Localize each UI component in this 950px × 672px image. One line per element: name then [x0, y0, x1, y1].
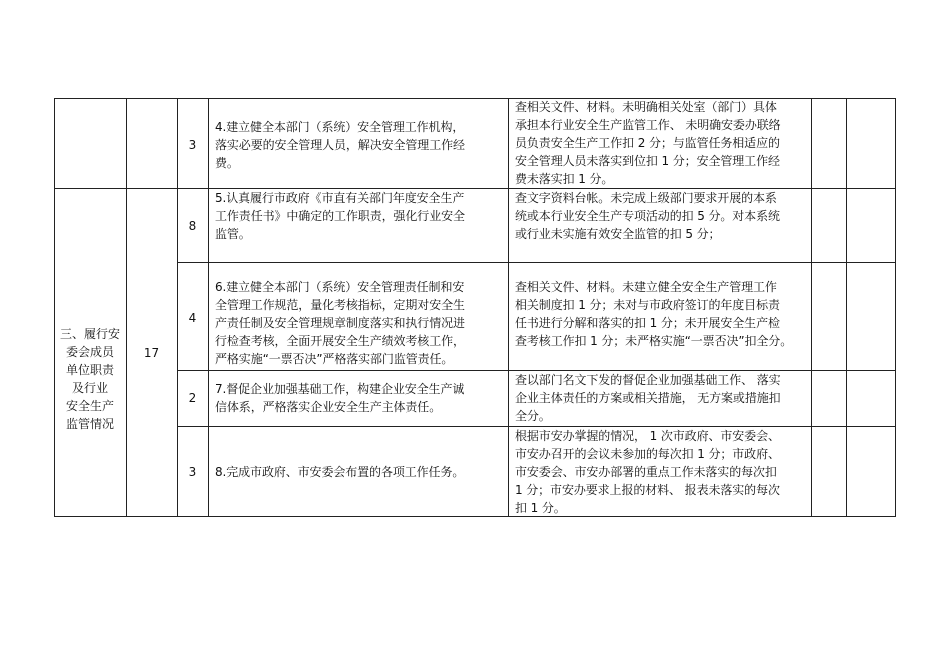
category-line: 委会成员 [65, 345, 114, 359]
category-line: 单位职责 [65, 363, 114, 377]
category-line: 及行业 [71, 381, 108, 395]
column-divider [811, 98, 812, 517]
item-description [215, 463, 503, 481]
item-line: 行检查考核，全面开展安全生产绩效考核工作， [215, 334, 465, 348]
item-line: 8.完成市政府、市安委会布置的各项工作任务。 [215, 465, 465, 479]
table-border-left [54, 98, 55, 517]
item-line: 4.建立健全本部门（系统）安全管理工作机构， [215, 120, 465, 134]
column-divider [508, 98, 509, 517]
method-line: 1 分；市安办要求上报的材料、 报表未落实的每次 [515, 483, 780, 497]
row-score: 3 [188, 465, 197, 479]
method-line: 安全管理人员未落实到位扣 1 分；安全管理工作经 [515, 154, 780, 168]
method-line: 企业主体责任的方案或相关措施， 无方案或措施扣 [515, 391, 781, 405]
assessment-method [515, 427, 809, 517]
item-description [215, 278, 503, 368]
method-line: 相关制度扣 1 分；未对与市政府签订的年度目标责 [515, 298, 780, 312]
item-line: 全管理工作规范，量化考核指标，定期对安全生 [215, 298, 465, 312]
item-line: 6.建立健全本部门（系统）安全管理责任制和安 [215, 280, 465, 294]
method-line: 员负责安全生产工作扣 2 分；与监管任务相适应的 [515, 136, 780, 150]
method-line: 查文字资料台帐。未完成上级部门要求开展的本系 [515, 191, 777, 205]
assessment-method [515, 371, 809, 425]
item-line: 产责任制及安全管理规章制度落实和执行情况进 [215, 316, 465, 330]
category-line: 监管情况 [65, 417, 114, 431]
item-description [215, 118, 503, 172]
item-description [215, 189, 503, 243]
item-line: 7.督促企业加强基础工作，构建企业安全生产诚 [215, 382, 465, 396]
assessment-table [54, 98, 896, 516]
method-line: 全分。 [515, 409, 551, 423]
column-divider [846, 98, 847, 517]
column-divider [208, 98, 209, 517]
item-line: 工作责任书》中确定的工作职责，强化行业安全 [215, 209, 465, 223]
row-divider [177, 262, 896, 263]
column-divider [126, 98, 127, 517]
method-line: 扣 1 分。 [515, 501, 566, 515]
method-line: 查以部门名文下发的督促企业加强基础工作、 落实 [515, 373, 781, 387]
category-line: 三、履行安 [59, 327, 120, 341]
item-line: 费。 [215, 156, 239, 170]
method-line: 查考核工作扣 1 分；未严格实施“一票否决”扣全分。 [515, 334, 793, 348]
item-line: 落实必要的安全管理人员，解决安全管理工作经 [215, 138, 465, 152]
item-description [215, 380, 503, 416]
method-line: 费未落实扣 1 分。 [515, 172, 614, 186]
row-score: 8 [188, 219, 197, 233]
assessment-method [515, 98, 809, 188]
method-line: 查相关文件、材料。未建立健全安全生产管理工作 [515, 280, 777, 294]
item-line: 监管。 [215, 227, 251, 241]
total-score: 17 [143, 346, 160, 360]
method-line: 承担本行业安全生产监管工作、 未明确安委办联络 [515, 118, 781, 132]
method-line: 任书进行分解和落实的扣 1 分；未开展安全生产检 [515, 316, 780, 330]
assessment-method [515, 278, 809, 350]
item-line: 5.认真履行市政府《市直有关部门年度安全生产 [215, 191, 465, 205]
row-score: 4 [188, 311, 197, 325]
method-line: 市安办召开的会议未参加的每次扣 1 分；市政府、 [515, 447, 780, 461]
method-line: 统或本行业安全生产专项活动的扣 5 分。对本系统 [515, 209, 780, 223]
method-line: 市安委会、市安办部署的重点工作未落实的每次扣 [515, 465, 777, 479]
row-score: 3 [188, 138, 197, 152]
row-score: 2 [188, 391, 197, 405]
column-divider [177, 98, 178, 517]
table-border-right [895, 98, 896, 517]
method-line: 根据市安办掌握的情况， 1 次市政府、市安委会、 [515, 429, 780, 443]
item-line: 严格实施“一票否决”严格落实部门监管责任。 [215, 352, 454, 366]
assessment-method [515, 189, 809, 243]
category-line: 安全生产 [65, 399, 114, 413]
method-line: 或行业未实施有效安全监管的扣 5 分； [515, 227, 721, 241]
category-cell [54, 325, 126, 433]
method-line: 查相关文件、材料。未明确相关处室（部门）具体 [515, 100, 777, 114]
item-line: 信体系，严格落实企业安全生产主体责任。 [215, 400, 442, 414]
